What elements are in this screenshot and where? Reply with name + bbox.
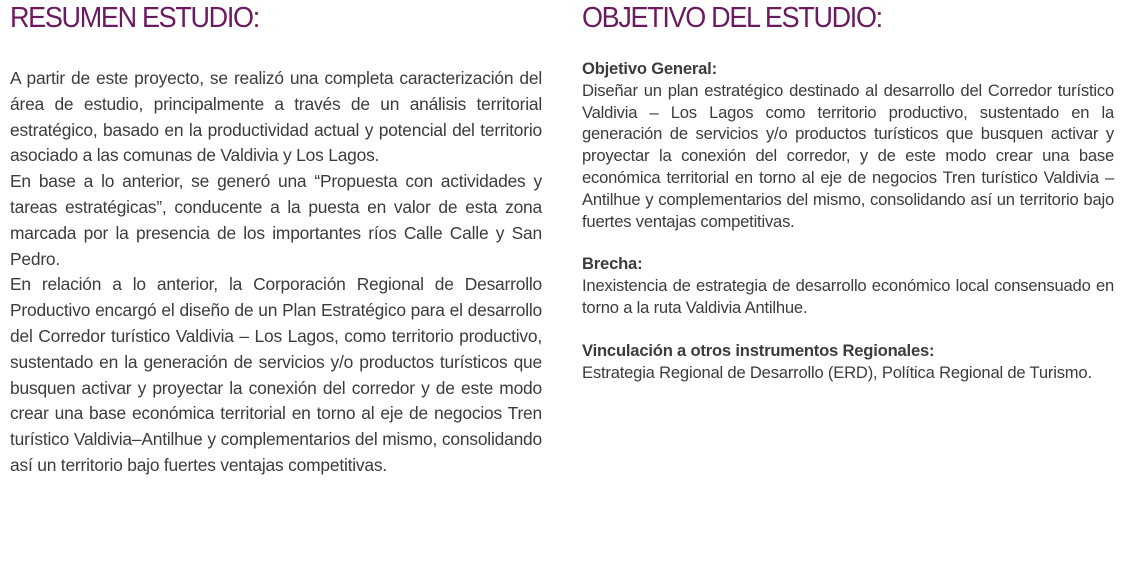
objective-heading: OBJETIVO DEL ESTUDIO: [582,2,882,34]
summary-paragraph-1: A partir de este proyecto, se realizó una completa caracterización del área de estudio, principalmente a través de un análisis territorial estratégico, basado en la productividad actual y potencial del territorio asociado a las comunas de Valdivia y Los Lagos. [10,68,542,166]
linkage-label: Vinculación a otros instrumentos Regionales: [582,340,935,360]
objective-column [582,0,1114,404]
general-objective-section [582,58,1114,232]
general-objective-text: Diseñar un plan estratégico destinado al desarrollo del Corredor turístico Valdivia – Los Lagos como territorio productivo, sustentado en la generación de servicios y/o productos turísticos que busquen activar y proyectar la conexión del corredor, y de este modo crear una base económica territorial en torno al eje de negocios Tren turístico Valdivia – Antilhue y complementarios del mismo, consolidando así un territorio bajo fuertes ventajas competitivas. [582,80,1114,231]
summary-body [10,66,542,479]
objective-body [582,58,1114,383]
summary-paragraph-3: En relación a lo anterior, la Corporación Regional de Desarrollo Productivo encargó el diseño de un Plan Estratégico para el desarrollo del Corredor turístico Valdivia – Los Lagos, como territorio productivo, sustentado en la generación de servicios y/o productos turísticos que busquen activar y proyectar la conexión del corredor y de este modo crear una base económica territorial en torno al eje de negocios Tren turístico Valdivia–Antilhue y complementarios del mismo, consolidando así un territorio bajo fuertes ventajas competitivas. [10,274,542,475]
linkage-section [582,340,1114,384]
gap-text: Inexistencia de estrategia de desarrollo económico local consensuado en torno a la ruta Valdivia Antilhue. [582,276,1114,317]
general-objective-label: Objetivo General: [582,59,717,78]
linkage-text: Estrategia Regional de Desarrollo (ERD), Política Regional de Turismo. [582,362,1092,382]
gap-section [582,253,1114,318]
gap-label: Brecha: [582,254,643,274]
summary-heading: RESUMEN ESTUDIO: [10,2,259,34]
summary-paragraph-2: En base a lo anterior, se generó una “Propuesta con actividades y tareas estratégicas”, conducente a la puesta en valor de esta zona marcada por la presencia de los importantes ríos Calle Calle y San Pedro. [10,171,542,269]
summary-column [10,0,542,479]
